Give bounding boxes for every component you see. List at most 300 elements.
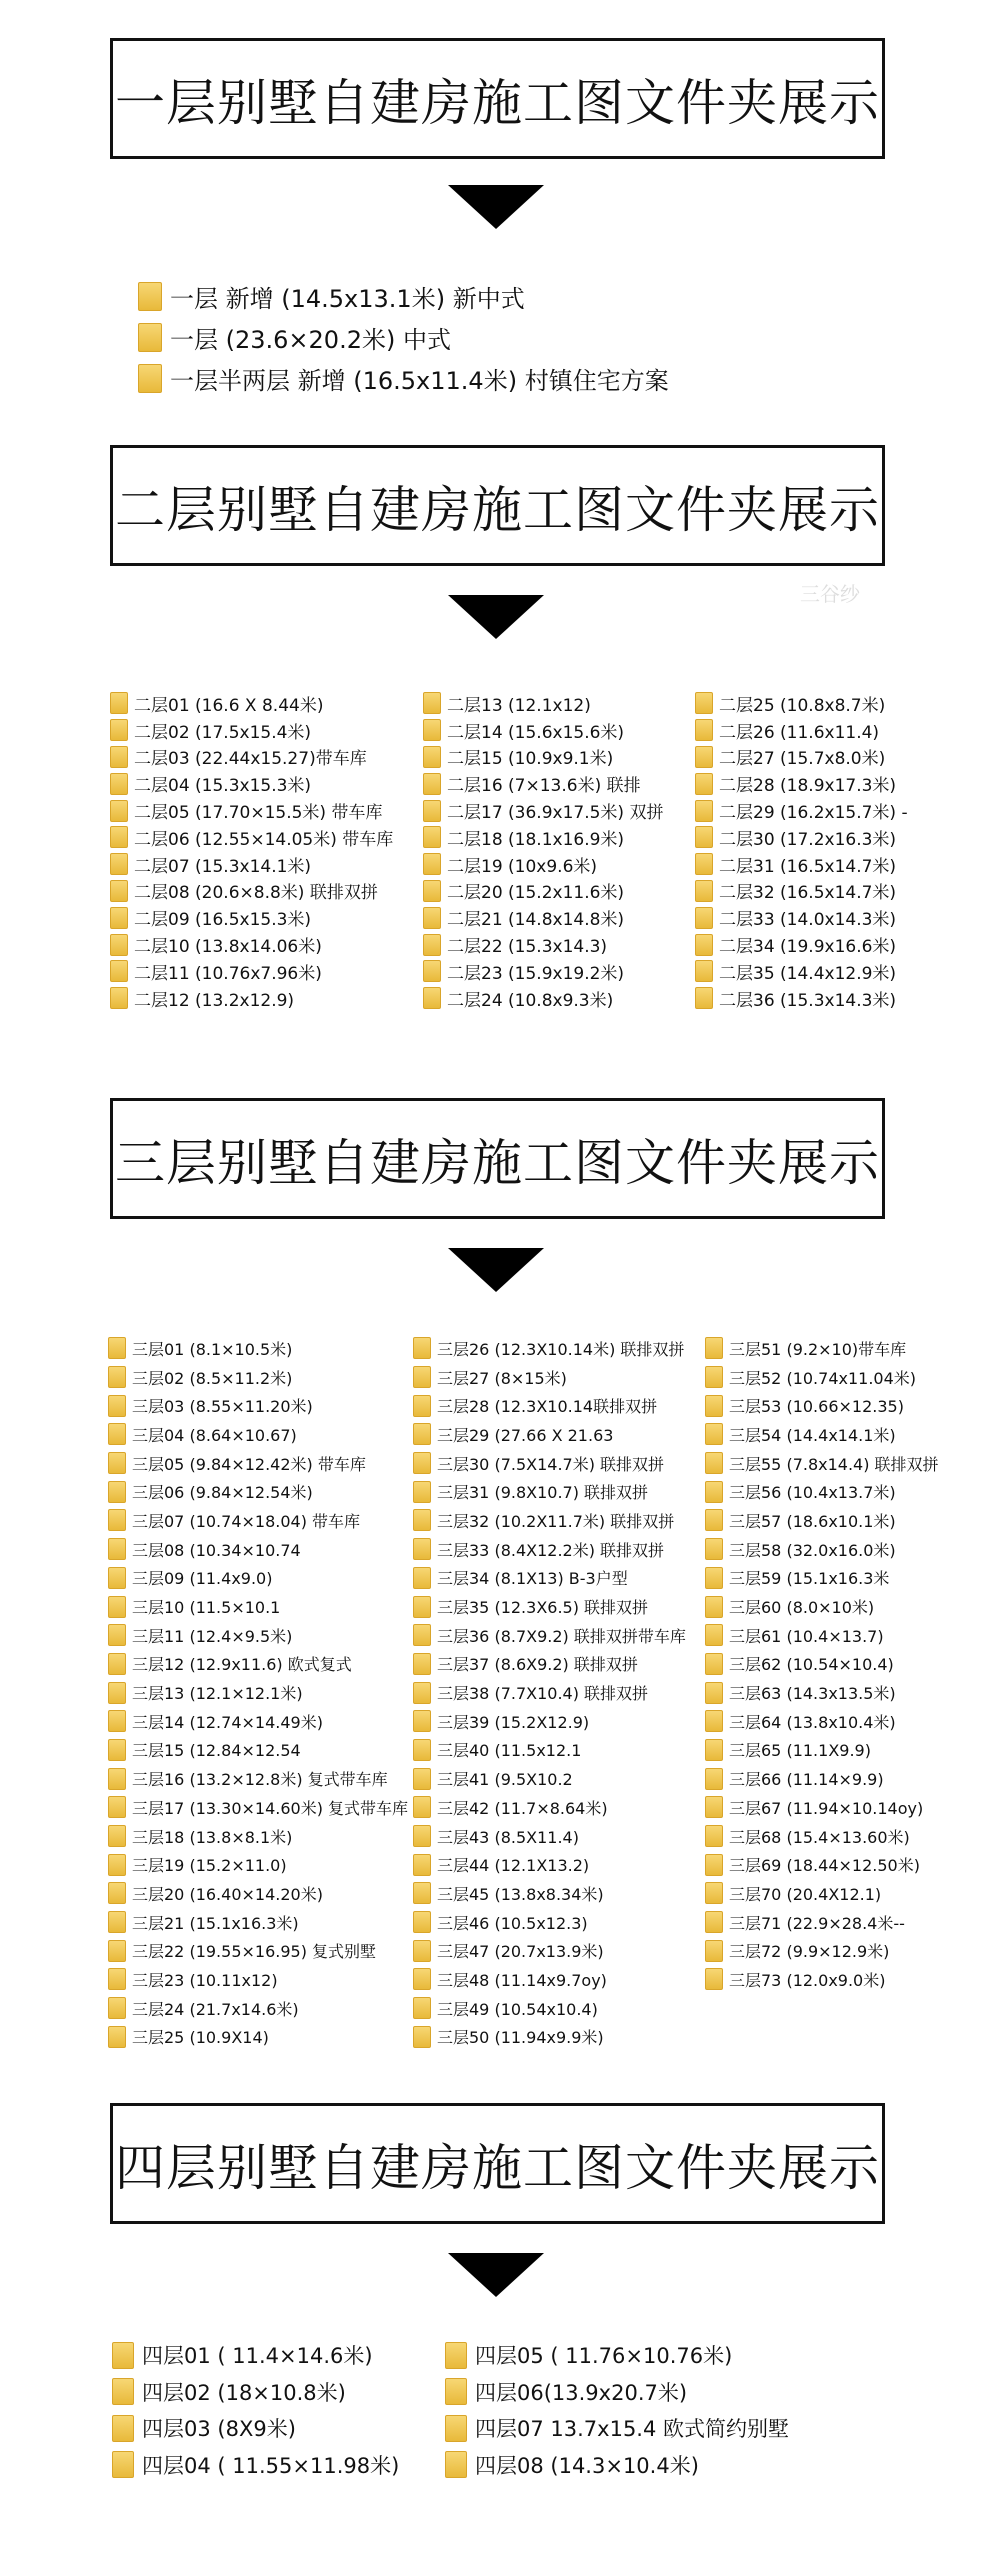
folder-icon: [112, 2415, 134, 2442]
folder-icon: [110, 746, 128, 768]
folder-label: 三层34 (8.1X13) B-3户型: [437, 1569, 628, 1589]
folder-item[interactable]: [108, 1707, 408, 1736]
folder-item[interactable]: [705, 1793, 939, 1822]
folder-icon: [705, 1596, 723, 1618]
folder-icon: [413, 1854, 431, 1876]
folder-item[interactable]: [705, 1363, 939, 1392]
folder-item[interactable]: [108, 1564, 408, 1593]
folder-item[interactable]: [705, 1908, 939, 1937]
folder-label: 二层10 (13.8x14.06米): [134, 937, 322, 958]
folder-item[interactable]: [423, 744, 663, 771]
folder-icon: [413, 1481, 431, 1503]
folder-item[interactable]: [413, 1764, 686, 1793]
folder-icon: [705, 1653, 723, 1675]
folder-item[interactable]: [108, 1477, 408, 1506]
folder-icon: [423, 880, 441, 902]
folder-icon: [110, 987, 128, 1009]
folder-item[interactable]: [705, 1477, 939, 1506]
folder-icon: [413, 1739, 431, 1761]
folder-label: 三层70 (20.4X12.1): [729, 1884, 882, 1904]
folder-item[interactable]: [705, 1707, 939, 1736]
folder-item[interactable]: [423, 931, 663, 958]
folder-label: 二层16 (7×13.6米) 联排: [447, 776, 641, 797]
folder-item[interactable]: [138, 317, 669, 358]
folder-item[interactable]: [705, 1879, 939, 1908]
folder-label: 三层54 (14.4x14.1米): [729, 1425, 896, 1445]
folder-label: 三层47 (20.7x13.9米): [437, 1942, 604, 1962]
folder-label: 三层07 (10.74×18.04) 带车库: [132, 1511, 361, 1531]
folder-icon: [705, 1854, 723, 1876]
folder-icon: [423, 719, 441, 741]
folder-icon: [108, 1653, 126, 1675]
folder-label: 三层71 (22.9×28.4米--: [729, 1913, 905, 1933]
folder-icon: [695, 746, 713, 768]
folder-label: 二层21 (14.8x14.8米): [447, 910, 625, 931]
folder-item[interactable]: [108, 1764, 408, 1793]
folder-label: 三层56 (10.4x13.7米): [729, 1483, 896, 1503]
folder-icon: [695, 934, 713, 956]
folder-item[interactable]: [413, 1363, 686, 1392]
folder-label: 三层62 (10.54×10.4): [729, 1655, 894, 1675]
section-title-1: 一层别墅自建房施工图文件夹展示: [110, 38, 885, 159]
folder-label: 三层63 (14.3x13.5米): [729, 1684, 896, 1704]
folder-icon: [695, 826, 713, 848]
folder-item[interactable]: [705, 1334, 939, 1363]
folder-item[interactable]: [423, 717, 663, 744]
folder-label: 三层10 (11.5×10.1: [132, 1598, 281, 1618]
folder-label: 二层22 (15.3x14.3): [447, 937, 608, 958]
folder-item[interactable]: [108, 1822, 408, 1851]
folder-icon: [705, 1423, 723, 1445]
folder-icon: [705, 1940, 723, 1962]
folder-item[interactable]: [695, 851, 908, 878]
folder-label: 二层25 (10.8x8.7米): [719, 695, 886, 716]
folder-icon: [695, 853, 713, 875]
folder-item[interactable]: [138, 276, 669, 317]
folder-label: 三层32 (10.2X11.7米) 联排双拼: [437, 1511, 675, 1531]
folder-item[interactable]: [108, 1363, 408, 1392]
folder-item[interactable]: [108, 1506, 408, 1535]
folder-icon: [110, 826, 128, 848]
folder-label: 二层34 (19.9x16.6米): [719, 937, 897, 958]
folder-item[interactable]: [423, 824, 663, 851]
folder-label: 三层02 (8.5×11.2米): [132, 1368, 293, 1388]
folder-item[interactable]: [695, 931, 908, 958]
folder-label: 三层25 (10.9X14): [132, 2028, 269, 2048]
section-title-2: 二层别墅自建房施工图文件夹展示: [110, 445, 885, 566]
folder-label: 三层51 (9.2×10)带车库: [729, 1339, 907, 1359]
folder-item[interactable]: [112, 2374, 399, 2411]
folder-item[interactable]: [110, 770, 393, 797]
folder-item[interactable]: [108, 2023, 408, 2052]
folder-label: 三层28 (12.3X10.14联排双拼: [437, 1397, 658, 1417]
folder-item[interactable]: [413, 1650, 686, 1679]
folder-icon: [112, 2378, 134, 2405]
folder-label: 三层05 (9.84×12.42米) 带车库: [132, 1454, 366, 1474]
folder-icon: [413, 1567, 431, 1589]
folder-item[interactable]: [705, 1621, 939, 1650]
folder-item[interactable]: [413, 1477, 686, 1506]
folder-item[interactable]: [445, 2410, 789, 2447]
folder-icon: [108, 1796, 126, 1818]
folder-item[interactable]: [108, 1592, 408, 1621]
folder-icon: [110, 853, 128, 875]
folder-item[interactable]: [108, 1736, 408, 1765]
folder-icon: [695, 880, 713, 902]
folder-label: 三层52 (10.74x11.04米): [729, 1368, 917, 1388]
folder-icon: [423, 853, 441, 875]
folder-icon: [695, 719, 713, 741]
folder-item[interactable]: [423, 958, 663, 985]
folder-label: 三层46 (10.5x12.3): [437, 1913, 588, 1933]
folder-label: 三层27 (8×15米): [437, 1368, 567, 1388]
folder-item[interactable]: [695, 985, 908, 1012]
folder-label: 三层40 (11.5x12.1: [437, 1741, 582, 1761]
folder-column-4-1: [112, 2337, 399, 2483]
folder-icon: [110, 934, 128, 956]
folder-label: 四层05 ( 11.76×10.76米): [475, 2344, 733, 2369]
folder-icon: [423, 907, 441, 929]
folder-icon: [413, 1596, 431, 1618]
folder-label: 三层23 (10.11x12): [132, 1970, 278, 1990]
folder-icon: [108, 1968, 126, 1990]
folder-label: 三层64 (13.8x10.4米): [729, 1712, 896, 1732]
folder-item[interactable]: [413, 1535, 686, 1564]
folder-icon: [695, 773, 713, 795]
folder-item[interactable]: [413, 2023, 686, 2052]
folder-item[interactable]: [108, 1850, 408, 1879]
folder-label: 二层09 (16.5x15.3米): [134, 910, 312, 931]
folder-item[interactable]: [413, 1994, 686, 2023]
folder-item[interactable]: [423, 690, 663, 717]
folder-icon: [413, 2026, 431, 2048]
folder-icon: [423, 934, 441, 956]
folder-item[interactable]: [705, 1736, 939, 1765]
folder-item[interactable]: [705, 1936, 939, 1965]
folder-item[interactable]: [423, 797, 663, 824]
folder-item[interactable]: [705, 1592, 939, 1621]
folder-label: 二层06 (12.55×14.05米) 带车库: [134, 829, 394, 850]
folder-label: 三层58 (32.0x16.0米): [729, 1540, 896, 1560]
folder-icon: [705, 1624, 723, 1646]
folder-icon: [413, 1624, 431, 1646]
folder-item[interactable]: [110, 717, 393, 744]
folder-icon: [413, 1653, 431, 1675]
folder-item[interactable]: [110, 797, 393, 824]
folder-item[interactable]: [110, 824, 393, 851]
folder-icon: [705, 1710, 723, 1732]
folder-label: 三层11 (12.4×9.5米): [132, 1626, 293, 1646]
folder-item[interactable]: [108, 1908, 408, 1937]
folder-item[interactable]: [413, 1879, 686, 1908]
folder-icon: [413, 1337, 431, 1359]
folder-label: 三层42 (11.7×8.64米): [437, 1798, 608, 1818]
folder-item[interactable]: [445, 2337, 789, 2374]
folder-icon: [695, 987, 713, 1009]
folder-item[interactable]: [108, 1621, 408, 1650]
folder-label: 三层20 (16.40×14.20米): [132, 1884, 323, 1904]
folder-item[interactable]: [413, 1736, 686, 1765]
folder-label: 三层31 (9.8X10.7) 联排双拼: [437, 1483, 649, 1503]
folder-label: 二层31 (16.5x14.7米): [719, 856, 897, 877]
folder-label: 三层72 (9.9×12.9米): [729, 1942, 890, 1962]
folder-label: 二层24 (10.8x9.3米): [447, 990, 614, 1011]
folder-item[interactable]: [112, 2337, 399, 2374]
folder-item[interactable]: [705, 1822, 939, 1851]
folder-icon: [413, 1423, 431, 1445]
folder-label: 三层39 (15.2X12.9): [437, 1712, 590, 1732]
folder-icon: [705, 1509, 723, 1531]
folder-item[interactable]: [110, 958, 393, 985]
folder-label: 二层14 (15.6x15.6米): [447, 722, 625, 743]
folder-item[interactable]: [110, 878, 393, 905]
folder-item[interactable]: [695, 958, 908, 985]
folder-icon: [413, 1509, 431, 1531]
folder-label: 一层半两层 新增 (16.5x11.4米) 村镇住宅方案: [170, 367, 669, 395]
folder-icon: [108, 1395, 126, 1417]
folder-icon: [705, 1452, 723, 1474]
folder-icon: [423, 692, 441, 714]
folder-label: 三层60 (8.0×10米): [729, 1598, 875, 1618]
folder-item[interactable]: [110, 904, 393, 931]
folder-item[interactable]: [413, 1678, 686, 1707]
folder-icon: [705, 1337, 723, 1359]
folder-icon: [108, 1509, 126, 1531]
folder-label: 三层53 (10.66×12.35): [729, 1397, 904, 1417]
folder-icon: [108, 1768, 126, 1790]
folder-label: 三层12 (12.9x11.6) 欧式复式: [132, 1655, 352, 1675]
folder-label: 三层66 (11.14×9.9): [729, 1770, 884, 1790]
folder-label: 二层19 (10x9.6米): [447, 856, 598, 877]
folder-label: 三层17 (13.30×14.60米) 复式带车库: [132, 1798, 409, 1818]
folder-item[interactable]: [108, 1391, 408, 1420]
folder-label: 四层08 (14.3×10.4米): [475, 2453, 699, 2478]
folder-list-1: [138, 276, 669, 399]
folder-icon: [108, 1882, 126, 1904]
folder-item[interactable]: [705, 1678, 939, 1707]
folder-item[interactable]: [108, 1678, 408, 1707]
folder-item[interactable]: [413, 1621, 686, 1650]
folder-label: 三层57 (18.6x10.1米): [729, 1511, 896, 1531]
folder-item[interactable]: [695, 824, 908, 851]
folder-label: 三层69 (18.44×12.50米): [729, 1856, 920, 1876]
folder-icon: [112, 2451, 134, 2478]
folder-label: 三层22 (19.55×16.95) 复式别墅: [132, 1942, 377, 1962]
folder-icon: [108, 1423, 126, 1445]
folder-item[interactable]: [705, 1965, 939, 1994]
folder-item[interactable]: [112, 2410, 399, 2447]
folder-item[interactable]: [138, 358, 669, 399]
folder-label: 二层28 (18.9x17.3米): [719, 776, 897, 797]
down-arrow-icon: [448, 185, 544, 229]
folder-item[interactable]: [423, 851, 663, 878]
folder-column-3-1: [108, 1334, 408, 2051]
folder-column-2-3: [695, 690, 908, 1012]
folder-item[interactable]: [695, 744, 908, 771]
folder-icon: [110, 800, 128, 822]
folder-item[interactable]: [108, 1879, 408, 1908]
folder-item[interactable]: [705, 1650, 939, 1679]
folder-label: 二层35 (14.4x12.9米): [719, 963, 897, 984]
folder-icon: [108, 1739, 126, 1761]
folder-item[interactable]: [110, 985, 393, 1012]
folder-label: 三层41 (9.5X10.2: [437, 1770, 573, 1790]
folder-label: 三层15 (12.84×12.54: [132, 1741, 301, 1761]
folder-column-3-2: [413, 1334, 686, 2051]
folder-label: 四层07 13.7x15.4 欧式简约别墅: [475, 2417, 790, 2442]
folder-label: 三层09 (11.4x9.0): [132, 1569, 273, 1589]
folder-item[interactable]: [705, 1535, 939, 1564]
folder-icon: [413, 1395, 431, 1417]
folder-icon: [445, 2415, 467, 2442]
folder-item[interactable]: [108, 1334, 408, 1363]
folder-icon: [138, 364, 162, 393]
folder-item[interactable]: [695, 717, 908, 744]
folder-icon: [423, 773, 441, 795]
folder-icon: [108, 1854, 126, 1876]
folder-label: 二层33 (14.0x14.3米): [719, 910, 897, 931]
folder-item[interactable]: [695, 878, 908, 905]
folder-label: 三层35 (12.3X6.5) 联排双拼: [437, 1598, 649, 1618]
folder-item[interactable]: [108, 1936, 408, 1965]
folder-item[interactable]: [413, 1908, 686, 1937]
folder-icon: [108, 1911, 126, 1933]
folder-icon: [413, 1882, 431, 1904]
folder-item[interactable]: [112, 2447, 399, 2484]
folder-icon: [110, 880, 128, 902]
folder-item[interactable]: [413, 1420, 686, 1449]
folder-label: 三层08 (10.34×10.74: [132, 1540, 301, 1560]
folder-item[interactable]: [705, 1449, 939, 1478]
folder-item[interactable]: [413, 1707, 686, 1736]
folder-item[interactable]: [110, 851, 393, 878]
folder-label: 二层17 (36.9x17.5米) 双拼: [447, 803, 664, 824]
folder-item[interactable]: [413, 1506, 686, 1535]
folder-item[interactable]: [705, 1506, 939, 1535]
folder-item[interactable]: [413, 1564, 686, 1593]
folder-icon: [423, 826, 441, 848]
folder-item[interactable]: [413, 1592, 686, 1621]
folder-item[interactable]: [695, 904, 908, 931]
folder-item[interactable]: [423, 904, 663, 931]
folder-label: 二层26 (11.6x11.4): [719, 722, 880, 743]
folder-item[interactable]: [413, 1822, 686, 1851]
folder-item[interactable]: [445, 2447, 789, 2484]
folder-item[interactable]: [108, 1420, 408, 1449]
down-arrow-icon: [448, 2253, 544, 2297]
folder-icon: [705, 1911, 723, 1933]
folder-column-4-2: [445, 2337, 789, 2483]
folder-label: 三层59 (15.1x16.3米: [729, 1569, 890, 1589]
down-arrow-icon: [448, 1248, 544, 1292]
folder-icon: [705, 1825, 723, 1847]
folder-icon: [705, 1768, 723, 1790]
folder-icon: [108, 1538, 126, 1560]
folder-item[interactable]: [413, 1936, 686, 1965]
folder-label: 二层36 (15.3x14.3米): [719, 990, 897, 1011]
folder-label: 三层16 (13.2×12.8米) 复式带车库: [132, 1770, 388, 1790]
folder-item[interactable]: [423, 878, 663, 905]
folder-label: 三层26 (12.3X10.14米) 联排双拼: [437, 1339, 685, 1359]
folder-item[interactable]: [110, 744, 393, 771]
folder-label: 二层15 (10.9x9.1米): [447, 749, 614, 770]
folder-item[interactable]: [110, 690, 393, 717]
folder-icon: [423, 800, 441, 822]
folder-label: 三层24 (21.7x14.6米): [132, 1999, 299, 2019]
folder-item[interactable]: [413, 1449, 686, 1478]
section-title-4: 四层别墅自建房施工图文件夹展示: [110, 2103, 885, 2224]
folder-label: 三层33 (8.4X12.2米) 联排双拼: [437, 1540, 665, 1560]
folder-item[interactable]: [445, 2374, 789, 2411]
folder-label: 三层21 (15.1x16.3米): [132, 1913, 299, 1933]
folder-icon: [695, 907, 713, 929]
folder-item[interactable]: [413, 1850, 686, 1879]
folder-item[interactable]: [423, 985, 663, 1012]
folder-item[interactable]: [413, 1965, 686, 1994]
folder-label: 二层08 (20.6×8.8米) 联排双拼: [134, 883, 378, 904]
folder-item[interactable]: [413, 1391, 686, 1420]
folder-icon: [705, 1538, 723, 1560]
folder-icon: [108, 2026, 126, 2048]
folder-item[interactable]: [695, 690, 908, 717]
folder-label: 三层19 (15.2×11.0): [132, 1856, 287, 1876]
watermark: 三谷纱: [800, 582, 860, 606]
folder-label: 三层13 (12.1×12.1米): [132, 1684, 303, 1704]
folder-icon: [413, 1366, 431, 1388]
folder-item[interactable]: [705, 1564, 939, 1593]
folder-label: 三层49 (10.54x10.4): [437, 1999, 598, 2019]
folder-icon: [705, 1366, 723, 1388]
folder-label: 三层03 (8.55×11.20米): [132, 1397, 313, 1417]
folder-label: 二层11 (10.76x7.96米): [134, 963, 322, 984]
folder-item[interactable]: [705, 1850, 939, 1879]
folder-icon: [108, 1682, 126, 1704]
folder-item[interactable]: [413, 1793, 686, 1822]
folder-item[interactable]: [108, 1449, 408, 1478]
folder-item[interactable]: [413, 1334, 686, 1363]
folder-item[interactable]: [695, 797, 908, 824]
folder-icon: [413, 1682, 431, 1704]
folder-item[interactable]: [108, 1535, 408, 1564]
folder-item[interactable]: [705, 1420, 939, 1449]
folder-item[interactable]: [108, 1793, 408, 1822]
folder-icon: [445, 2342, 467, 2369]
folder-item[interactable]: [110, 931, 393, 958]
folder-icon: [108, 1366, 126, 1388]
folder-item[interactable]: [695, 770, 908, 797]
folder-item[interactable]: [108, 1994, 408, 2023]
folder-item[interactable]: [108, 1650, 408, 1679]
folder-icon: [110, 960, 128, 982]
folder-item[interactable]: [705, 1764, 939, 1793]
folder-label: 四层06(13.9x20.7米): [475, 2380, 688, 2405]
folder-label: 二层13 (12.1x12): [447, 695, 591, 716]
folder-item[interactable]: [423, 770, 663, 797]
folder-icon: [413, 1796, 431, 1818]
folder-label: 三层45 (13.8x8.34米): [437, 1884, 604, 1904]
folder-item[interactable]: [108, 1965, 408, 1994]
folder-label: 三层48 (11.14x9.7oy): [437, 1970, 607, 1990]
folder-label: 三层37 (8.6X9.2) 联排双拼: [437, 1655, 638, 1675]
folder-icon: [110, 719, 128, 741]
folder-label: 二层02 (17.5x15.4米): [134, 722, 312, 743]
folder-label: 三层68 (15.4×13.60米): [729, 1827, 910, 1847]
folder-icon: [138, 323, 162, 352]
folder-item[interactable]: [705, 1391, 939, 1420]
folder-icon: [110, 692, 128, 714]
folder-label: 二层23 (15.9x19.2米): [447, 963, 625, 984]
folder-icon: [423, 987, 441, 1009]
